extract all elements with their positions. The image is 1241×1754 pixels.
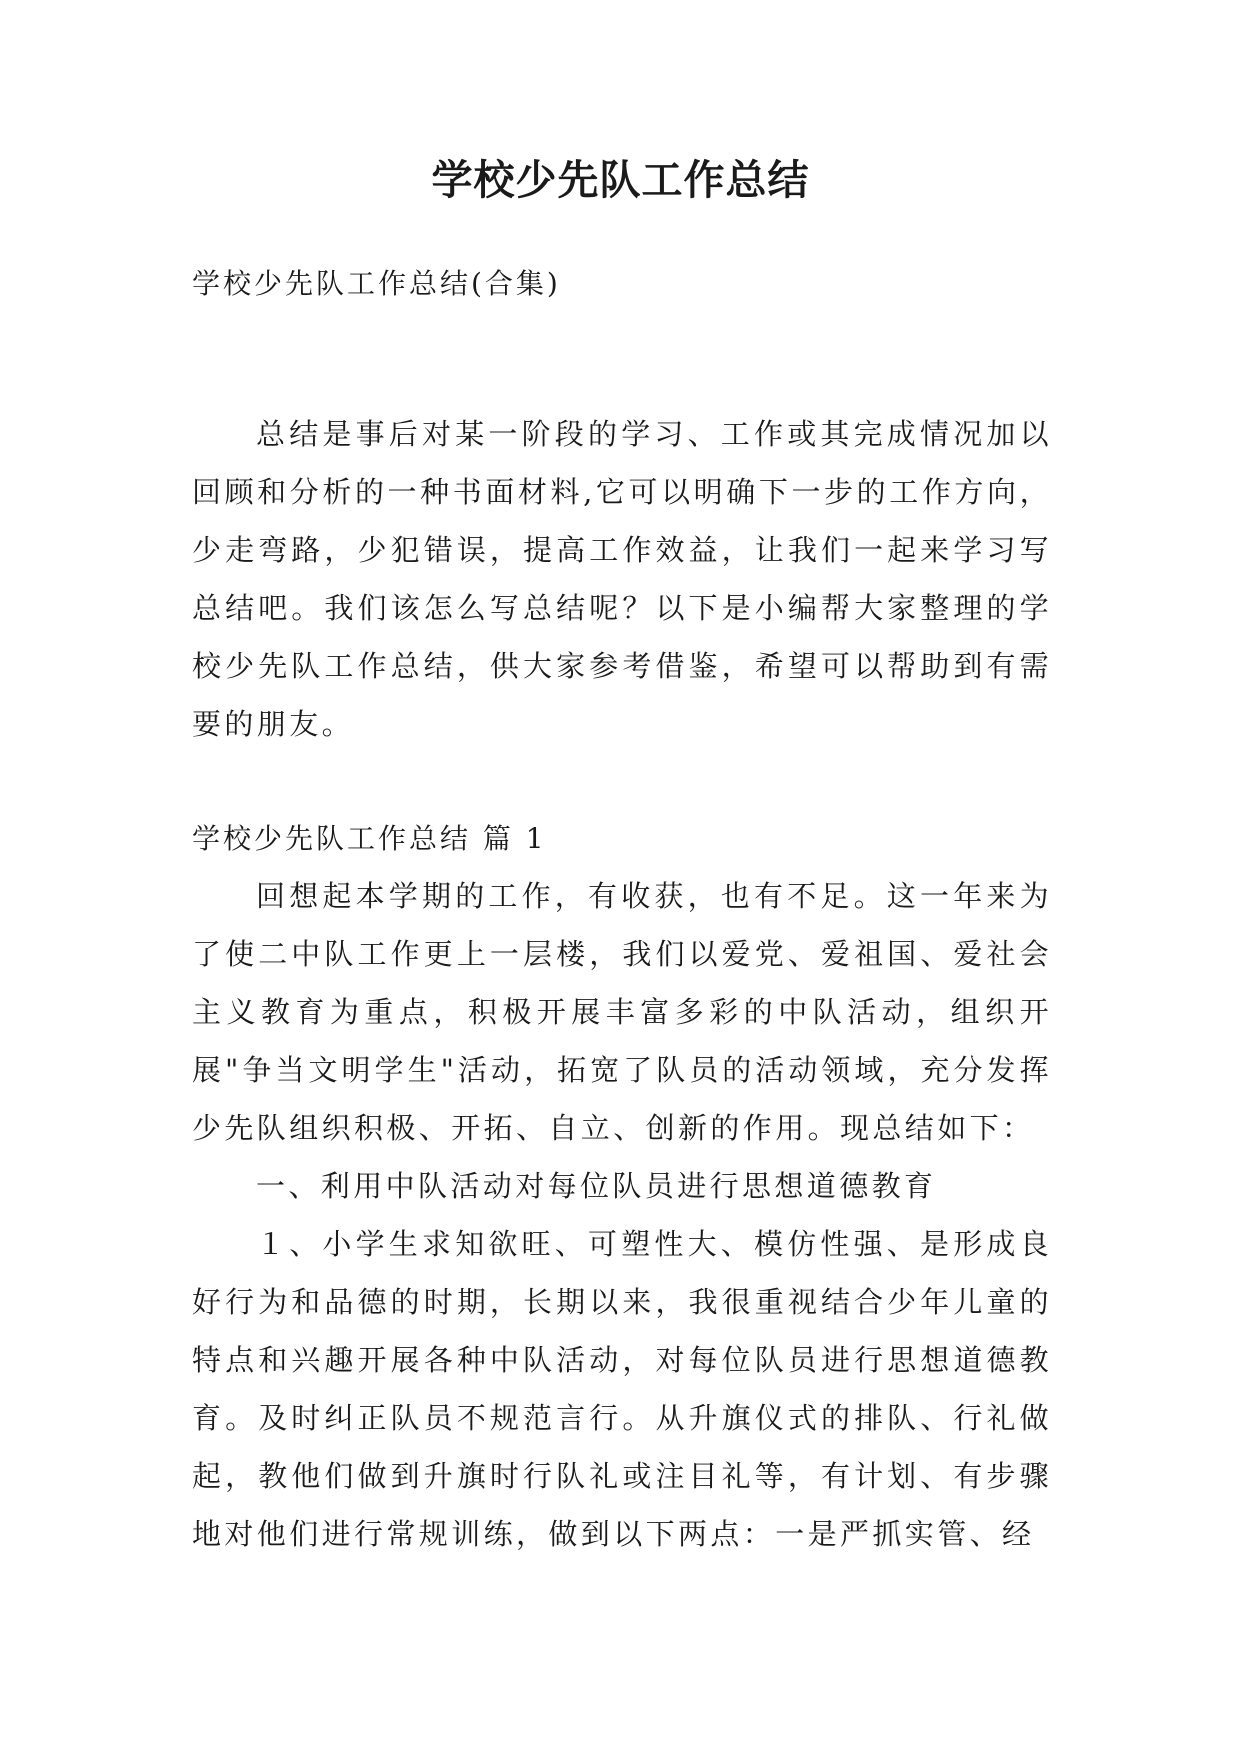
section-heading: 学校少先队工作总结 篇 1 xyxy=(192,822,547,855)
document-subtitle: 学校少先队工作总结(合集) xyxy=(192,267,561,300)
intro-paragraph: 总结是事后对某一阶段的学习、工作或其完成情况加以回顾和分析的一种书面材料,它可以明确下一步的工作方向，少走弯路，少犯错误，提高工作效益，让我们一起来学习写总结吧。我们该怎么写总结呢？以下是小编帮大家整理的学校少先队工作总结，供大家参考借鉴，希望可以帮助到有需要的朋友。 xyxy=(192,417,1052,741)
section-body-paragraph: 回想起本学期的工作，有收获，也有不足。这一年来为了使二中队工作更上一层楼，我们以爱党、爱祖国、爱社会主义教育为重点，积极开展丰富多彩的中队活动，组织开展"争当文明学生"活动，拓宽了队员的活动领域，充分发挥少先队组织积极、开拓、自立、创新的作用。现总结如下： xyxy=(192,879,1052,1145)
document-title: 学校少先队工作总结 xyxy=(431,156,810,204)
item-body-paragraph: １、小学生求知欲旺、可塑性大、模仿性强、是形成良好行为和品德的时期，长期以来，我很重视结合少年儿童的特点和兴趣开展各种中队活动，对每位队员进行思想道德教育。及时纠正队员不规范言行。从升旗仪式的排队、行礼做起，教他们做到升旗时行队礼或注目礼等，有计划、有步骤地对他们进行常规训练，做到以下两点：一是严抓实管、经 xyxy=(192,1227,1052,1551)
item-heading: 一、利用中队活动对每位队员进行思想道德教育 xyxy=(256,1169,937,1203)
